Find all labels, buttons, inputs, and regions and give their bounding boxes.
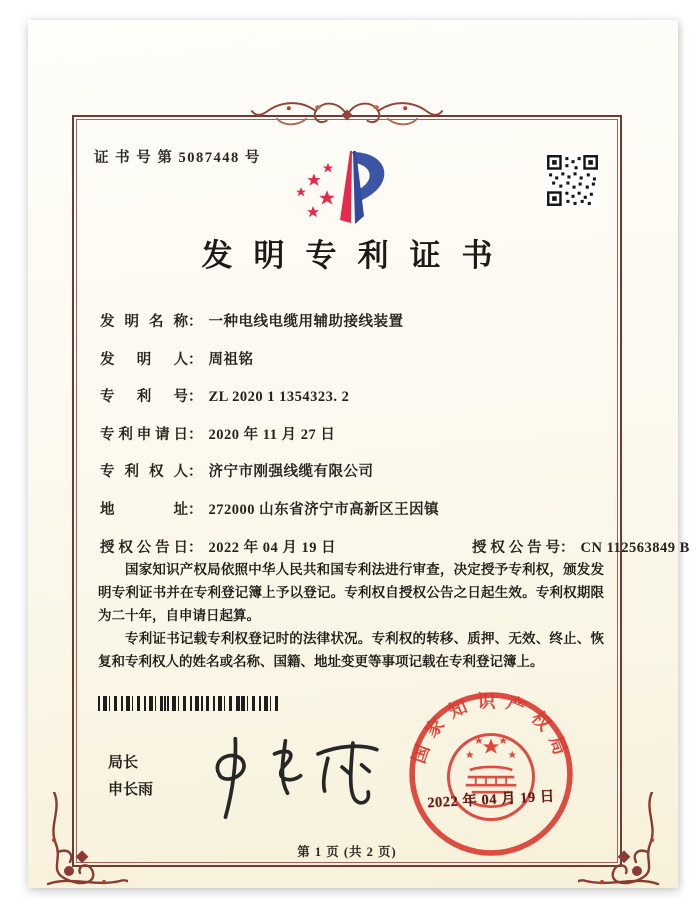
field-label: 发明名称 — [100, 314, 188, 330]
barcode — [98, 696, 281, 711]
field-colon: ： — [188, 501, 203, 518]
top-flourish-icon — [250, 92, 444, 138]
qr-code — [545, 153, 600, 208]
field-label: 专利权人 — [100, 464, 188, 481]
signature-scrawl-icon — [188, 730, 398, 828]
grant-number-group — [472, 536, 690, 561]
field-label: 专利申请日 — [100, 426, 188, 443]
field-value: 周祖铭 — [208, 351, 254, 368]
field-value: 2020 年 11 月 27 日 — [208, 426, 336, 443]
field-label: 地址 — [100, 501, 188, 518]
corner-flourish-icon — [42, 792, 128, 888]
field-label: 发明人 — [100, 351, 188, 368]
field-row-patentee — [100, 460, 600, 485]
field-value: 济宁市刚强线缆有限公司 — [208, 464, 374, 481]
field-row-filing-date — [100, 423, 600, 448]
certificate-page — [28, 20, 690, 888]
signer-name: 申长雨 — [108, 782, 154, 798]
field-row-patent-number — [100, 385, 600, 410]
field-row-invention-name — [100, 310, 600, 335]
field-row-grant — [100, 536, 690, 561]
cnipa-patent-logo-icon — [290, 146, 410, 236]
svg-text:国家知识产权局 — [408, 690, 573, 766]
field-colon: ： — [188, 314, 203, 330]
signer-title: 局长 — [108, 755, 139, 771]
field-colon: ： — [188, 351, 203, 368]
certificate-title: 发明专利证书 — [201, 238, 514, 273]
field-row-inventor — [100, 348, 600, 373]
page-number: 第 1 页 (共 2 页) — [297, 845, 397, 859]
legal-text — [98, 558, 604, 673]
field-colon: ： — [188, 389, 203, 406]
seal-graphic-icon — [405, 688, 577, 860]
field-colon: ： — [188, 426, 203, 443]
field-colon: ： — [188, 464, 203, 481]
official-red-seal — [405, 688, 577, 860]
field-value: 一种电线电缆用辅助接线装置 — [208, 314, 404, 330]
field-colon: ： — [188, 539, 203, 556]
field-label: 专利号 — [100, 389, 188, 406]
field-row-address — [100, 498, 600, 523]
field-label: 授权公告日 — [100, 539, 188, 556]
field-colon: ： — [560, 539, 575, 556]
grant-date-value: 2022 年 04 月 19 日 — [208, 539, 337, 556]
certificate-number: 证 书 号 第 5087448 号 — [94, 150, 261, 166]
field-value: ZL 2020 1 1354323. 2 — [208, 389, 350, 406]
legal-paragraph-2: 专利证书记载专利权登记时的法律状况。专利权的转移、质押、无效、终止、恢复和专利权人的姓名或名称、国籍、地址变更等事项记载在专利登记簿上。 — [98, 631, 604, 669]
seal-org-text: 国家知识产权局 — [408, 691, 574, 766]
field-value: 272000 山东省济宁市高新区王因镇 — [208, 501, 440, 518]
legal-paragraph-1: 国家知识产权局依照中华人民共和国专利法进行审查，决定授予专利权，颁发发明专利证书并在专利登记簿上予以登记。专利权自授权公告之日起生效。专利权期限为二十年，自申请日起算。 — [98, 562, 604, 623]
corner-flourish-icon — [578, 792, 664, 888]
seal-date: 2022 年 04 月 19 日 — [426, 788, 556, 812]
grant-number-value: CN 112563849 B — [580, 539, 690, 556]
field-list — [100, 310, 690, 561]
field-label: 授权公告号 — [472, 539, 560, 556]
